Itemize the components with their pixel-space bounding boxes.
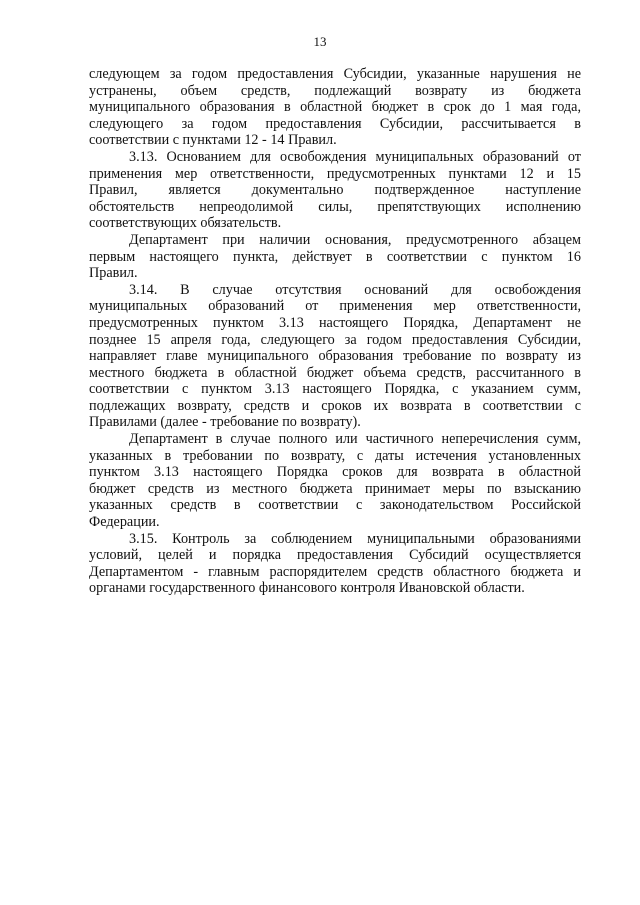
text-line: указанных средств в соответствии с законодательством Российской bbox=[89, 497, 581, 514]
text-line: 3.15. Контроль за соблюдением муниципальными образованиями bbox=[129, 530, 581, 547]
text-line: муниципальных образований от применения мер ответственности, bbox=[89, 298, 581, 315]
text-line: предусмотренных пунктом 3.13 настоящего Порядка, Департамент не bbox=[89, 314, 581, 331]
text-line: устранены, объем средств, подлежащий возврату из бюджета bbox=[89, 82, 581, 99]
document-body bbox=[89, 66, 581, 597]
text-line: Департамент при наличии основания, предусмотренного абзацем bbox=[129, 231, 581, 248]
text-line: Правил. bbox=[89, 265, 138, 282]
text-line: обстоятельств непреодолимой силы, препятствующих исполнению bbox=[89, 198, 581, 215]
text-line: Департамент в случае полного или частичного неперечисления сумм, bbox=[129, 431, 581, 448]
text-line: местного бюджета в областной бюджет объема средств, рассчитанного в bbox=[89, 364, 581, 381]
text-line: 3.14. В случае отсутствия оснований для освобождения bbox=[129, 281, 581, 298]
text-line: 3.13. Основанием для освобождения муниципальных образований от bbox=[129, 148, 581, 165]
text-line: Федерации. bbox=[89, 514, 160, 531]
text-line: следующем за годом предоставления Субсидии, указанные нарушения не bbox=[89, 66, 581, 82]
text-line: направляет главе муниципального образования требование по возврату из bbox=[89, 348, 581, 365]
page-number: 13 bbox=[313, 34, 327, 49]
text-line: применения мер ответственности, предусмотренных пунктами 12 и 15 bbox=[89, 165, 581, 182]
text-line: соответствии с пунктом 3.13 настоящего Порядка, с указанием сумм, bbox=[89, 381, 581, 398]
text-line: муниципального образования в областной бюджет в срок до 1 мая года, bbox=[89, 99, 581, 116]
text-line: бюджет средств из местного бюджета принимает меры по взысканию bbox=[89, 480, 581, 497]
text-line: первым настоящего пункта, действует в соответствии с пунктом 16 bbox=[89, 248, 581, 265]
text-line: Правилами (далее - требование по возврату). bbox=[89, 414, 361, 431]
text-line: следующего за годом предоставления Субсидии, рассчитывается в bbox=[89, 115, 581, 132]
text-line: условий, целей и порядка предоставления Субсидий осуществляется bbox=[89, 547, 581, 564]
text-line: Правил, является документально подтвержденное наступление bbox=[89, 182, 581, 199]
text-line: соответствующих обязательств. bbox=[89, 215, 282, 232]
text-line: подлежащих возврату, средств и сроков их возврата в соответствии с bbox=[89, 397, 581, 414]
text-line: органами государственного финансового контроля Ивановской области. bbox=[89, 580, 525, 597]
text-line: соответствии с пунктами 12 - 14 Правил. bbox=[89, 132, 337, 149]
text-line: указанных в требовании по возврату, с даты истечения установленных bbox=[89, 447, 581, 464]
text-line: пунктом 3.13 настоящего Порядка сроков для возврата в областной bbox=[89, 464, 581, 481]
text-line: позднее 15 апреля года, следующего за годом предоставления Субсидии, bbox=[89, 331, 581, 348]
text-line: Департаментом - главным распорядителем средств областного бюджета и bbox=[89, 563, 581, 580]
